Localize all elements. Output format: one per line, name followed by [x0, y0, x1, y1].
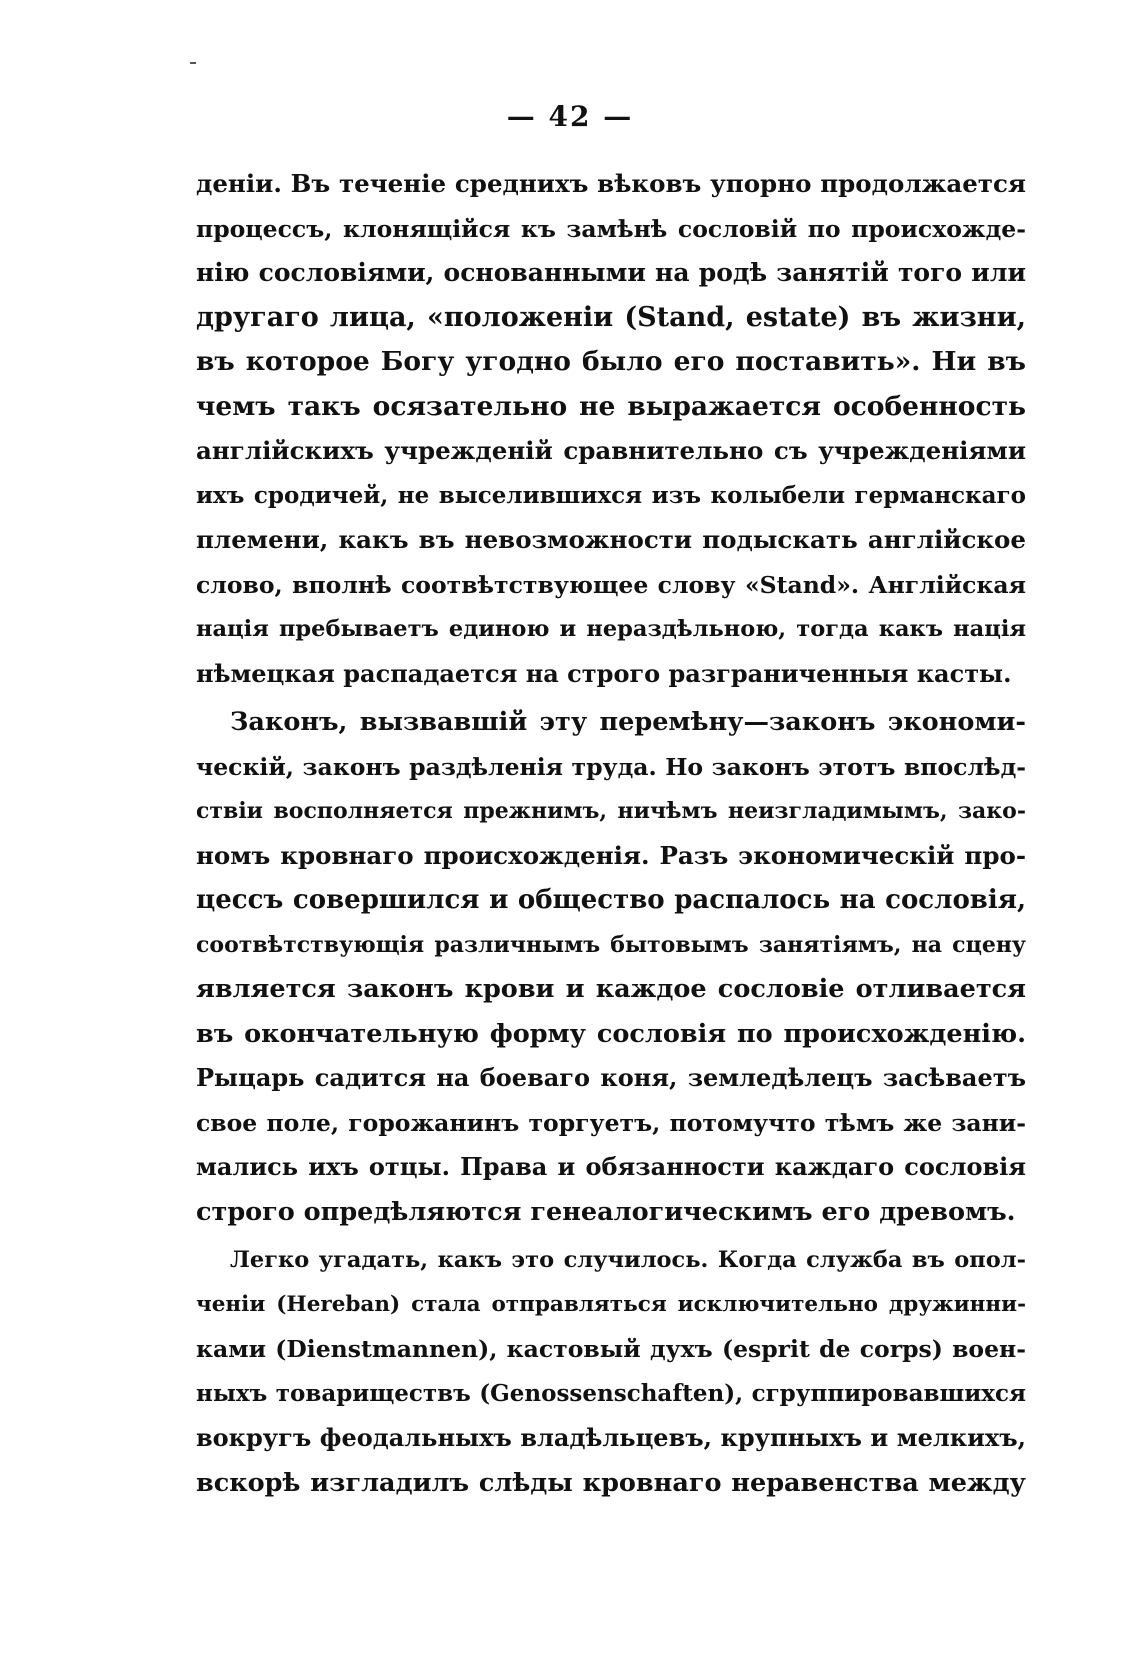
paragraph-2 [196, 700, 1026, 1234]
text-line: нѣмецкая распадается на строго разграниченныя касты. [196, 658, 1012, 688]
text-line: въ которое Богу угодно было его поставить». Ни въ [196, 346, 1026, 377]
text-line: номъ кровнаго происхожденія. Разъ экономическій про- [196, 840, 1026, 870]
text-line: мались ихъ отцы. Права и обязанности каждаго сословія [196, 1152, 1026, 1181]
text-line: нація пребываетъ единою и нераздѣльною, тогда какъ нація [196, 616, 1026, 642]
paragraph-3 [196, 1238, 1026, 1505]
text-line: ныхъ товариществъ (Genossenschaften), сгруппировавшихся [196, 1379, 1026, 1407]
print-speck [190, 62, 196, 64]
text-line: другаго лица, «положеніи (Stand, estate) въ жизни, [196, 301, 1026, 333]
page-text [196, 162, 1026, 1505]
text-line: ческій, законъ раздѣленія труда. Но законъ этотъ впослѣд- [196, 752, 1026, 781]
text-line: нію сословіями, основанными на родѣ занятій того или [196, 258, 1026, 287]
text-line: деніи. Въ теченіе среднихъ вѣковъ упорно продолжается [196, 169, 1026, 198]
text-line: племени, какъ въ невозможности подыскать англійское [196, 525, 1026, 554]
text-line: чемъ такъ осязательно не выражается особенность [196, 390, 1026, 422]
text-line: Легко угадать, какъ это случилось. Когда служба въ опол- [230, 1247, 1026, 1273]
text-line: Законъ, вызвавшій эту перемѣну—законъ экономи- [230, 707, 1026, 737]
text-line: строго опредѣляются генеалогическимъ его древомъ. [196, 1196, 1016, 1227]
text-line: вскорѣ изгладилъ слѣды кровнаго неравенства между [196, 1467, 1026, 1498]
text-line: англійскихъ учрежденій сравнительно съ учрежденіями [196, 436, 1026, 465]
text-line: ихъ сродичей, не выселившихся изъ колыбели германскаго [196, 481, 1026, 509]
text-line: ченіи (Hereban) стала отправляться исключительно дружинни- [196, 1291, 1026, 1317]
text-line: соотвѣтствующія различнымъ бытовымъ занятіямъ, на сцену [196, 931, 1026, 958]
text-line: ками (Dienstmannen), кастовый духъ (esprit de corps) воен- [196, 1335, 1026, 1363]
text-line: цессъ совершился и общество распалось на сословія, [196, 885, 1026, 915]
text-line: Рыцарь садится на боеваго коня, земледѣлецъ засѣваетъ [196, 1063, 1026, 1092]
text-line: въ окончательную форму сословія по происхожденію. [196, 1018, 1026, 1049]
text-line: свое поле, горожанинъ торгуетъ, потомучто тѣмъ же зани- [196, 1108, 1026, 1137]
text-line: вокругъ феодальныхъ владѣльцевъ, крупныхъ и мелкихъ, [196, 1423, 1026, 1452]
text-line: ствіи восполняется прежнимъ, ничѣмъ неизгладимымъ, зако- [196, 798, 1026, 824]
text-line: процессъ, клонящійся къ замѣнѣ сословій по происхожде- [196, 214, 1026, 243]
paragraph-1 [196, 162, 1026, 696]
text-line: является законъ крови и каждое сословіе отливается [196, 974, 1026, 1004]
page-number: — 42 — [506, 100, 634, 133]
text-line: слово, вполнѣ соотвѣтствующее слову «Stand». Англійская [196, 570, 1026, 599]
